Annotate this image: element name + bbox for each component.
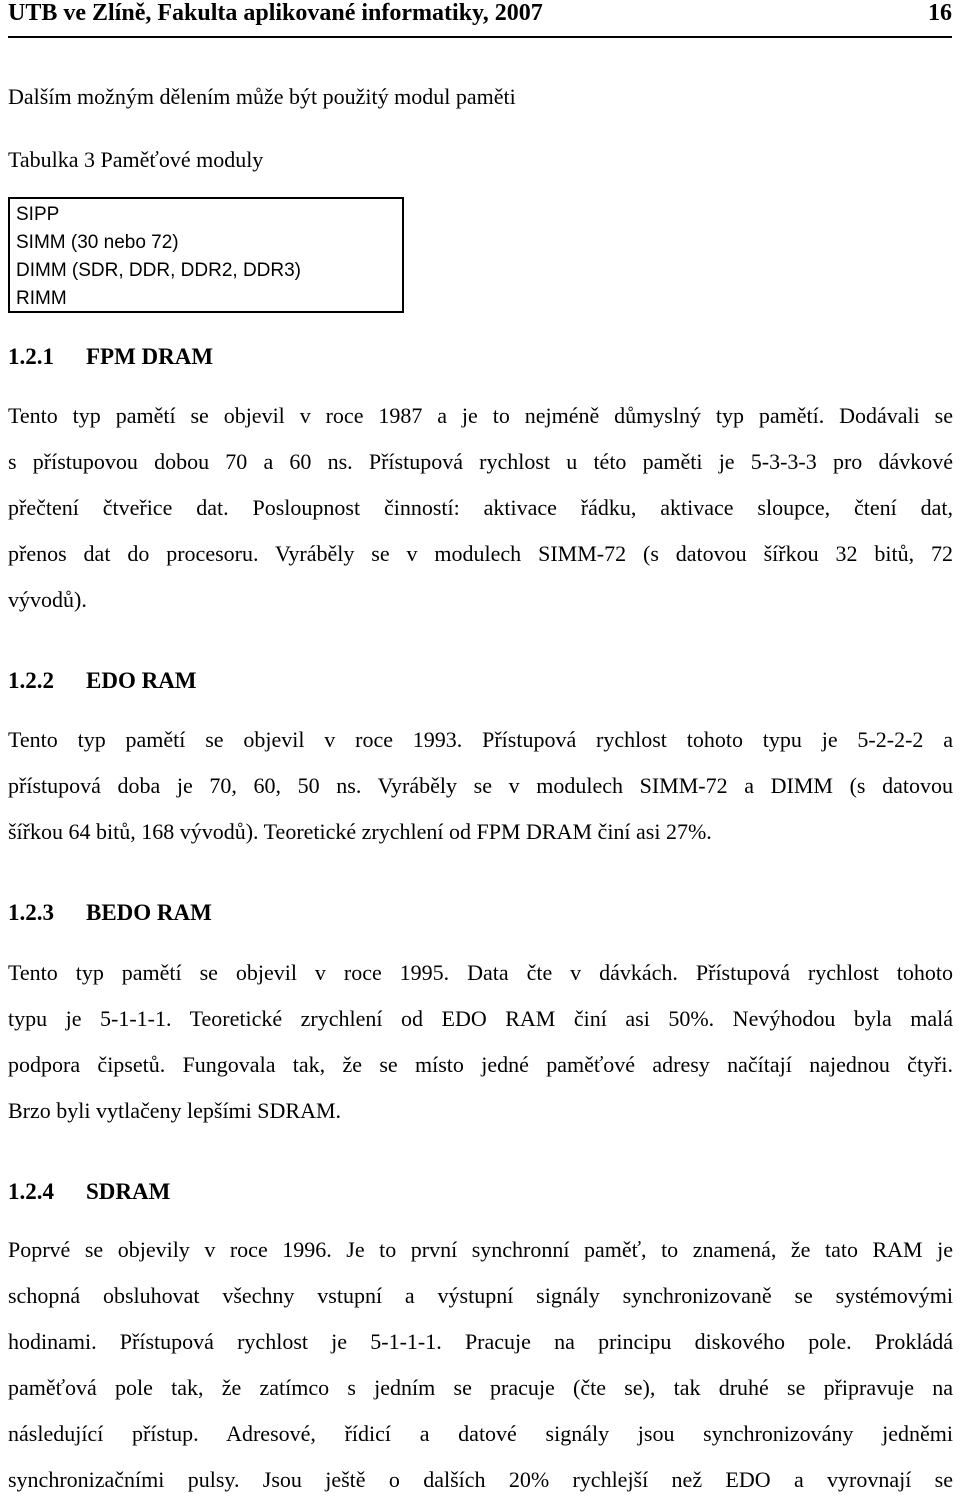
page-header — [8, 0, 952, 38]
section-number: 1.2.4 — [8, 1179, 54, 1204]
section-title: BEDO RAM — [86, 900, 212, 925]
section-body-bedo-ram — [8, 950, 953, 1134]
text-line: typu je 5-1-1-1. Teoretické zrychlení od EDO RAM činí asi 50%. Nevýhodou byla malá — [8, 1006, 953, 1031]
text-line: Poprvé se objevily v roce 1996. Je to první synchronní paměť, to znamená, že tato RAM je — [8, 1237, 953, 1262]
text-line: hodinami. Přístupová rychlost je 5-1-1-1. Pracuje na principu diskového pole. Prokládá — [8, 1329, 953, 1354]
text-line: Tento typ pamětí se objevil v roce 1987 a je to nejméně důmyslný typ pamětí. Dodávali se — [8, 403, 953, 428]
text-line: přístupová doba je 70, 60, 50 ns. Vyráběly se v modulech SIMM-72 a DIMM (s datovou — [8, 773, 953, 798]
section-body-sdram — [8, 1227, 953, 1503]
section-heading-edo-ram — [8, 666, 197, 696]
text-line: schopná obsluhovat všechny vstupní a výstupní signály synchronizovaně se systémovými — [8, 1283, 953, 1308]
text-line: synchronizačními pulsy. Jsou ještě o dalších 20% rychlejší než EDO a vyrovnají se — [8, 1467, 953, 1492]
text-line: vývodů). — [8, 587, 87, 612]
text-line: šířkou 64 bitů, 168 vývodů). Teoretické zrychlení od FPM DRAM činí asi 27%. — [8, 819, 712, 844]
section-title: EDO RAM — [86, 668, 197, 693]
section-heading-fpm-dram — [8, 342, 213, 372]
table-caption: Tabulka 3 Paměťové moduly — [8, 147, 264, 172]
section-heading-sdram — [8, 1177, 170, 1207]
section-number: 1.2.2 — [8, 668, 54, 693]
section-number: 1.2.1 — [8, 344, 54, 369]
text-line: následující přístup. Adresové, řídicí a datové signály jsou synchronizovány jedněmi — [8, 1421, 953, 1446]
module-item: SIMM (30 nebo 72) — [16, 232, 179, 253]
module-item: DIMM (SDR, DDR, DDR2, DDR3) — [16, 260, 301, 281]
page-number: 16 — [928, 0, 952, 26]
section-heading-bedo-ram — [8, 898, 212, 928]
module-item: SIPP — [16, 204, 60, 225]
text-line: s přístupovou dobou 70 a 60 ns. Přístupová rychlost u této paměti je 5-3-3-3 pro dávkové — [8, 449, 953, 474]
memory-modules-table — [8, 197, 404, 313]
section-number: 1.2.3 — [8, 900, 54, 925]
text-line: podpora čipsetů. Fungovala tak, že se místo jedné paměťové adresy načítají najednou čtyři. — [8, 1052, 953, 1077]
section-title: SDRAM — [86, 1179, 171, 1204]
text-line: přenos dat do procesoru. Vyráběly se v modulech SIMM-72 (s datovou šířkou 32 bitů, 72 — [8, 541, 953, 566]
header-title: UTB ve Zlíně, Fakulta aplikované informatiky, 2007 — [8, 0, 543, 26]
text-line: paměťová pole tak, že zatímco s jedním se pracuje (čte se), tak druhé se připravuje na — [8, 1375, 953, 1400]
section-title: FPM DRAM — [86, 344, 214, 369]
text-line: Tento typ pamětí se objevil v roce 1995. Data čte v dávkách. Přístupová rychlost tohoto — [8, 960, 953, 985]
section-body-edo-ram — [8, 717, 953, 855]
section-body-fpm-dram — [8, 393, 953, 623]
text-line: Tento typ pamětí se objevil v roce 1993. Přístupová rychlost tohoto typu je 5-2-2-2 a — [8, 727, 953, 752]
intro-text: Dalším možným dělením může být použitý modul paměti — [8, 84, 516, 109]
text-line: Brzo byli vytlačeny lepšími SDRAM. — [8, 1098, 342, 1123]
text-line: přečtení čtveřice dat. Posloupnost činností: aktivace řádku, aktivace sloupce, čtení dat, — [8, 495, 953, 520]
module-item: RIMM — [16, 288, 67, 309]
